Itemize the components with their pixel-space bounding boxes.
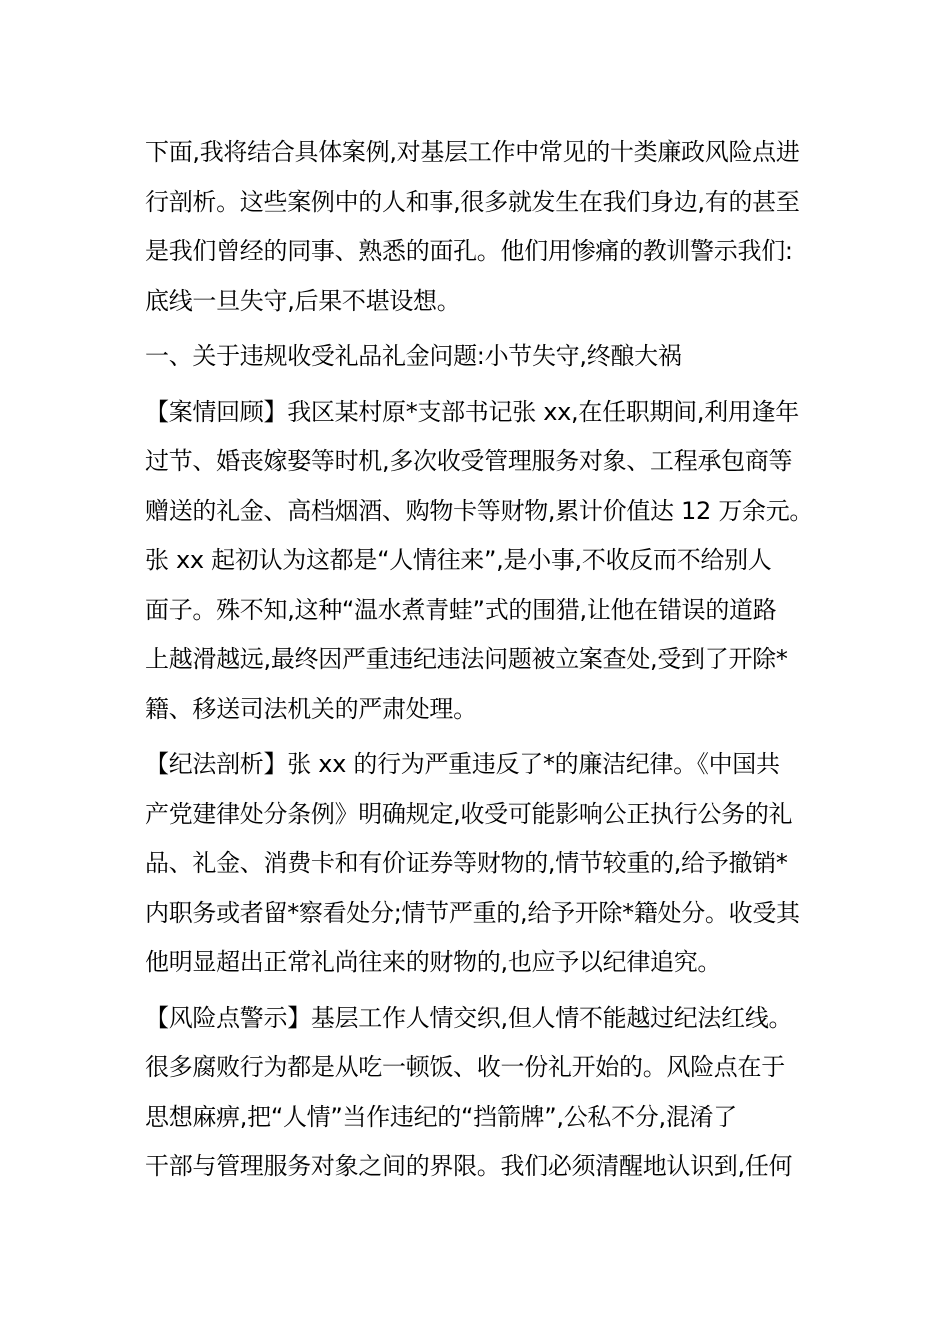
text-line: 是我们曾经的同事、熟悉的面孔。他们用惨痛的教训警示我们: — [145, 237, 793, 265]
section-heading — [145, 332, 810, 382]
text-line: 行剖析。这些案例中的人和事,很多就发生在我们身边,有的甚至 — [145, 187, 800, 216]
text-line: 干部与管理服务对象之间的界限。我们必须清醒地认识到,任何 — [145, 1152, 793, 1180]
document-body — [145, 128, 814, 1198]
text-line: 底线一旦失守,后果不堪设想。 — [145, 286, 461, 315]
text-line: 思想麻痹,把“人情”当作违纪的“挡箭牌”,公私不分,混淆了 — [145, 1102, 737, 1131]
text-line: 下面,我将结合具体案例,对基层工作中常见的十类廉政风险点进 — [145, 138, 800, 166]
text-line: 赠送的礼金、高档烟酒、购物卡等财物,累计价值达 12 万余元。 — [145, 496, 814, 525]
text-line: 内职务或者留*察看处分;情节严重的,给予开除*籍处分。收受其 — [145, 898, 800, 927]
text-line: 【案情回顾】我区某村原*支部书记张 xx,在任职期间,利用逢年 — [145, 397, 799, 426]
text-line: 【纪法剖析】张 xx 的行为严重违反了*的廉洁纪律。《中国共 — [145, 750, 780, 778]
text-line: 他明显超出正常礼尚往来的财物的,也应予以纪律追究。 — [145, 948, 722, 976]
text-line: 面子。殊不知,这种“温水煮青蛙”式的围猎,让他在错误的道路 — [145, 595, 777, 624]
text-line: 【风险点警示】基层工作人情交织,但人情不能越过纪法红线。 — [145, 1003, 793, 1032]
text-line: 上越滑越远,最终因严重违纪违法问题被立案查处,受到了开除* — [145, 645, 788, 673]
text-line: 过节、婚丧嫁娶等时机,多次收受管理服务对象、工程承包商等 — [145, 447, 793, 475]
paragraph-law-analysis — [145, 740, 810, 988]
text-line: 张 xx 起初认为这都是“人情往来”,是小事,不收反而不给别人 — [145, 546, 772, 574]
paragraph-case-review — [145, 388, 814, 735]
text-line: 产党建律处分条例》明确规定,收受可能影响公正执行公务的礼 — [145, 799, 793, 828]
text-line: 很多腐败行为都是从吃一顿饭、收一份礼开始的。风险点在于 — [145, 1053, 785, 1081]
text-line: 品、礼金、消费卡和有价证券等财物的,情节较重的,给予撤销* — [145, 849, 788, 877]
text-line: 籍、移送司法机关的严肃处理。 — [145, 694, 477, 723]
paragraph-risk-warning — [145, 994, 810, 1192]
heading-line: 一、关于违规收受礼品礼金问题:小节失守,终酿大祸 — [145, 342, 682, 370]
paragraph-intro — [145, 128, 810, 326]
